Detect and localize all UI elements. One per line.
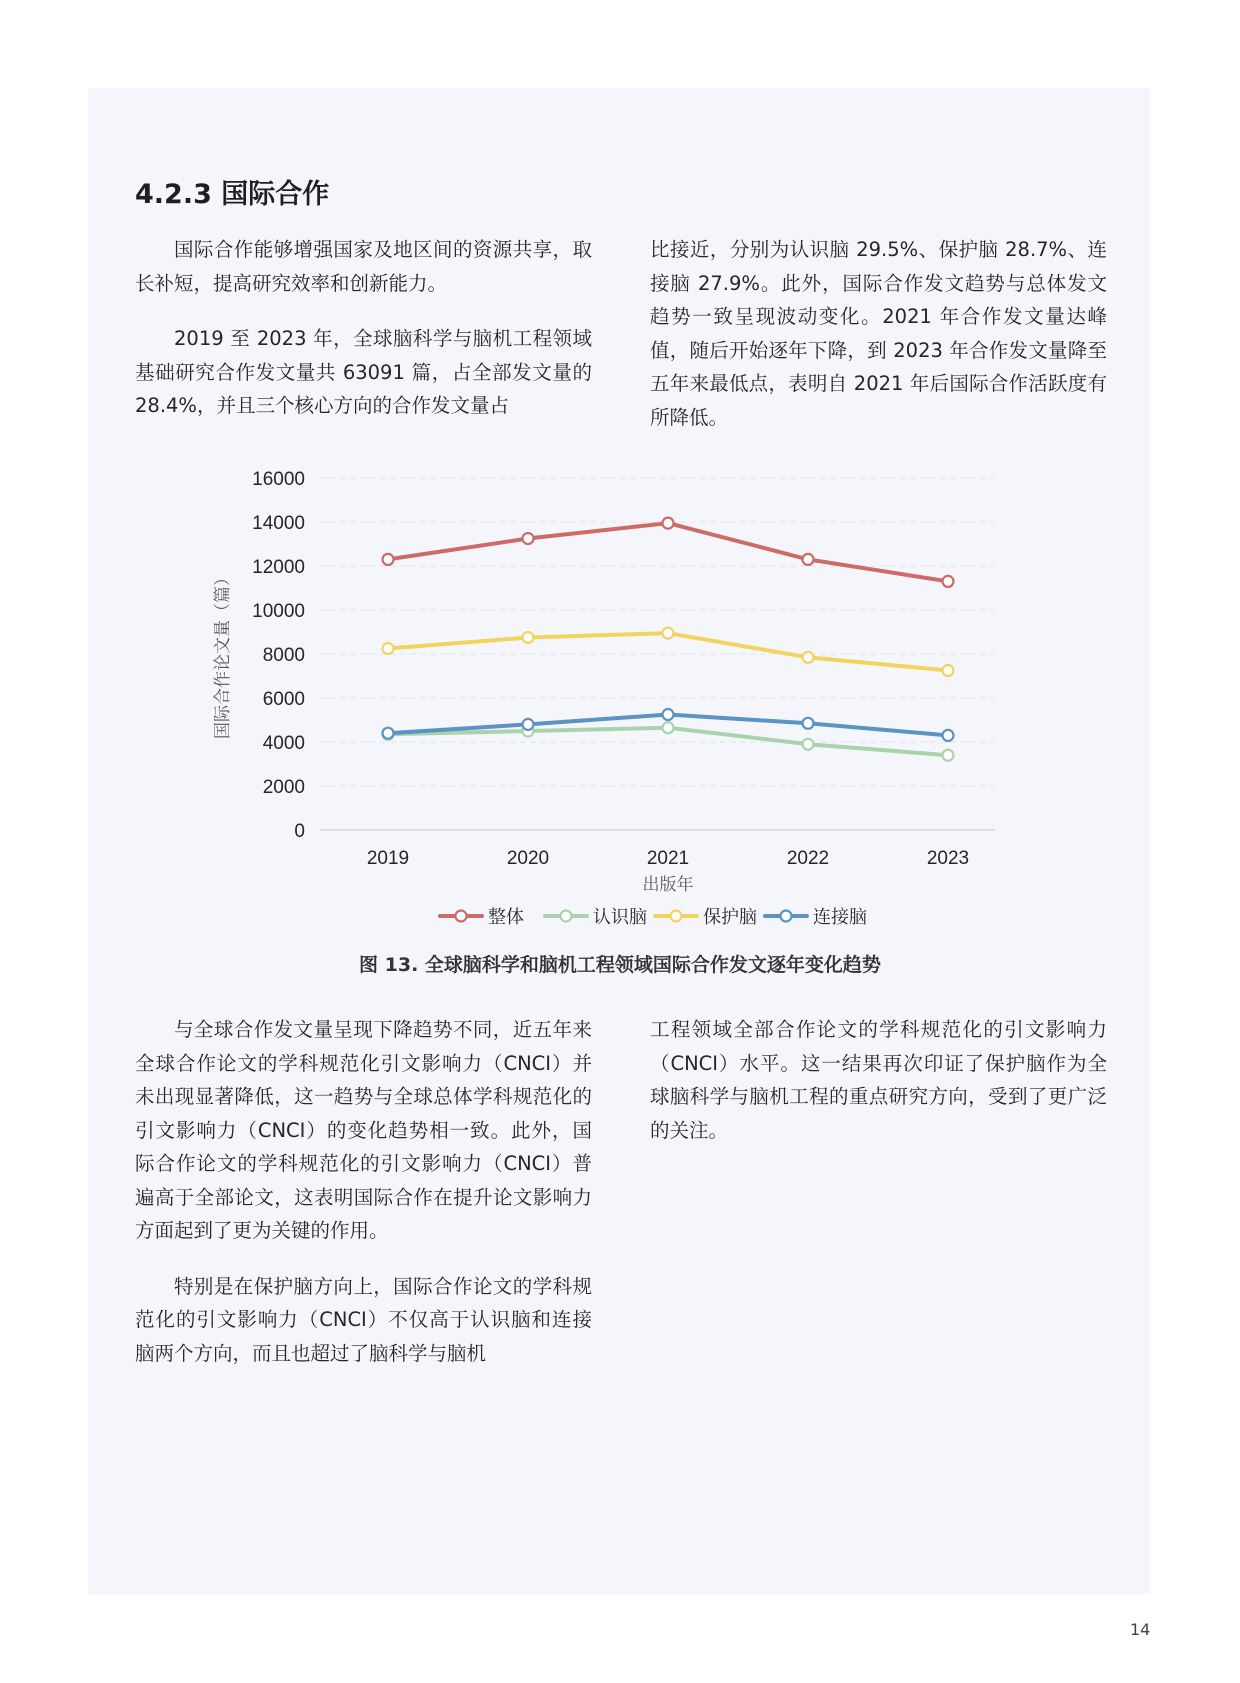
data-point bbox=[523, 632, 534, 643]
x-tick-label: 2023 bbox=[926, 848, 970, 869]
x-tick-label: 2020 bbox=[506, 848, 550, 869]
data-point bbox=[943, 730, 954, 741]
y-tick-label: 12000 bbox=[252, 557, 305, 578]
data-point bbox=[663, 628, 674, 639]
data-point bbox=[383, 643, 394, 654]
data-point bbox=[943, 665, 954, 676]
data-point bbox=[383, 728, 394, 739]
paragraph-continued: 工程领域全部合作论文的学科规范化的引文影响力（CNCI）水平。这一结果再次印证了保护脑作为全球脑科学与脑机工程的重点研究方向，受到了更广泛的关注。 bbox=[650, 1018, 1107, 1142]
data-point bbox=[943, 576, 954, 587]
data-point bbox=[803, 718, 814, 729]
text-column-left-bottom bbox=[135, 1013, 592, 1392]
paragraph: 国际合作能够增强国家及地区间的资源共享，取长补短，提高研究效率和创新能力。 bbox=[135, 238, 592, 295]
paragraph: 2019 至 2023 年，全球脑科学与脑机工程领域基础研究合作发文量共 63091 篇，占全部发文量的 28.4%，并且三个核心方向的合作发文量占 bbox=[135, 327, 592, 417]
data-point bbox=[663, 722, 674, 733]
text-column-right-top bbox=[650, 233, 1107, 456]
legend-label: 整体 bbox=[488, 907, 524, 927]
data-point bbox=[663, 518, 674, 529]
y-tick-label: 6000 bbox=[262, 689, 305, 710]
data-point bbox=[523, 719, 534, 730]
data-point bbox=[803, 554, 814, 565]
legend-swatch-marker bbox=[456, 911, 467, 922]
y-tick-label: 0 bbox=[294, 821, 305, 842]
y-tick-label: 4000 bbox=[262, 733, 305, 754]
x-tick-label: 2019 bbox=[366, 848, 410, 869]
data-point bbox=[663, 709, 674, 720]
section-title: 4.2.3 国际合作 bbox=[135, 179, 330, 210]
legend-swatch-marker bbox=[671, 911, 682, 922]
y-tick-label: 16000 bbox=[252, 469, 305, 490]
paragraph: 与全球合作发文量呈现下降趋势不同，近五年来全球合作论文的学科规范化引文影响力（CNCI）并未出现显著降低，这一趋势与全球总体学科规范化的引文影响力（CNCI）的变化趋势相一致。此外，国际合作论文的学科规范化的引文影响力（CNCI）普遍高于全部论文，这表明国际合作在提升论文影响力方面起到了更为关键的作用。 bbox=[135, 1018, 592, 1242]
y-axis-label: 国际合作论文量（篇） bbox=[213, 569, 232, 739]
figure-caption: 图 13. 全球脑科学和脑机工程领域国际合作发文逐年变化趋势 bbox=[359, 954, 881, 976]
data-point bbox=[523, 533, 534, 544]
text-column-right-bottom bbox=[650, 1013, 1107, 1169]
legend-label: 连接脑 bbox=[813, 907, 867, 927]
y-tick-label: 14000 bbox=[252, 513, 305, 534]
data-point bbox=[943, 750, 954, 761]
y-tick-label: 2000 bbox=[262, 777, 305, 798]
paragraph: 特别是在保护脑方向上，国际合作论文的学科规范化的引文影响力（CNCI）不仅高于认识脑和连接脑两个方向，而且也超过了脑科学与脑机 bbox=[135, 1274, 592, 1365]
page-number: 14 bbox=[1130, 1620, 1151, 1639]
x-axis-label: 出版年 bbox=[642, 875, 694, 894]
data-point bbox=[803, 739, 814, 750]
y-tick-label: 8000 bbox=[262, 645, 305, 666]
data-point bbox=[803, 652, 814, 663]
y-tick-label: 10000 bbox=[252, 601, 305, 622]
legend-label: 保护脑 bbox=[703, 907, 757, 927]
legend-label: 认识脑 bbox=[593, 907, 647, 927]
series-line bbox=[388, 523, 948, 581]
text-column-left-top bbox=[135, 233, 592, 445]
paragraph-continued: 比接近，分别为认识脑 29.5%、保护脑 28.7%、连接脑 27.9%。此外，国际合作发文趋势与总体发文趋势一致呈现波动变化。2021 年合作发文量达峰值，随后开始逐年下降，到 2023 年合作发文量降至五年来最低点，表明自 2021 年后国际合作活跃度有所降低。 bbox=[650, 238, 1107, 429]
x-tick-label: 2022 bbox=[786, 848, 830, 869]
x-tick-label: 2021 bbox=[646, 848, 690, 869]
line-chart bbox=[205, 460, 995, 930]
legend-swatch-marker bbox=[561, 911, 572, 922]
data-point bbox=[383, 554, 394, 565]
legend-swatch-marker bbox=[781, 911, 792, 922]
